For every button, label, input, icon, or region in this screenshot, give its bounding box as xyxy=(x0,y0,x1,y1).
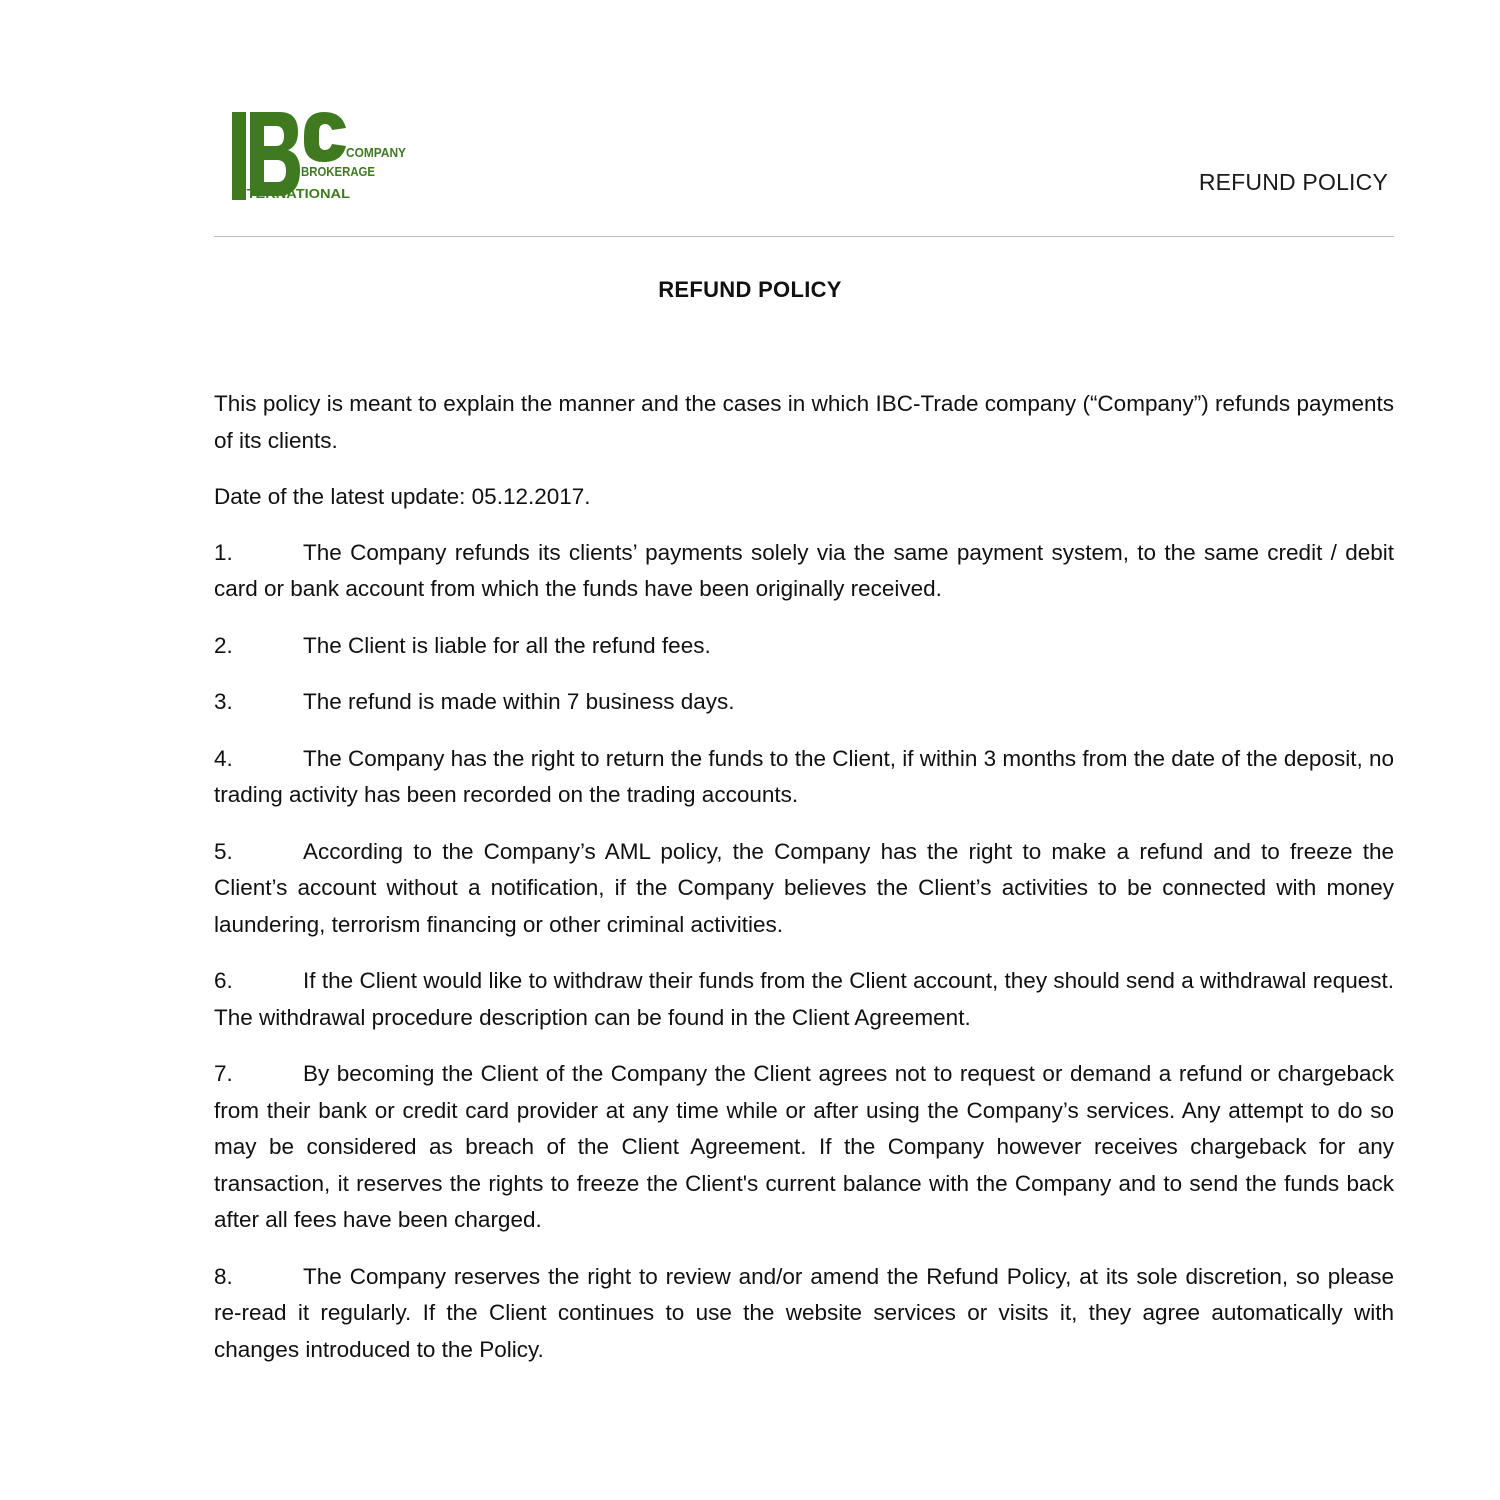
list-item xyxy=(214,834,1394,944)
list-item-number: 2. xyxy=(214,632,233,658)
logo-mark-text: IBC xyxy=(228,108,230,109)
logo-letter-b xyxy=(250,112,300,196)
list-item-number: 1. xyxy=(214,539,233,565)
logo-letter-c xyxy=(304,112,346,162)
list-item-text: According to the Company’s AML policy, the Company has the right to make a refund and to freeze the Client’s account without a notification, if the Company believes the Client’s activities to be connected with money laundering, terrorism financing or other criminal activities. xyxy=(214,838,1394,937)
list-item-text: By becoming the Client of the Company the Client agrees not to request or demand a refund or chargeback from their bank or credit card provider at any time while or after using the Company’s services. Any attempt to do so may be considered as breach of the Client Agreement. If the Company however receives chargeback for any transaction, it reserves the rights to freeze the Client's current balance with the Company and to send the funds back after all fees have been charged. xyxy=(214,1061,1394,1232)
list-item-number: 6. xyxy=(214,968,233,993)
list-item-text: The Company has the right to return the funds to the Client, if within 3 months from the date of the deposit, no trading activity has been recorded on the trading accounts. xyxy=(214,745,1394,807)
header-divider xyxy=(214,236,1394,237)
logo-line-brokerage: BROKERAGE xyxy=(301,164,376,179)
list-item-number: 4. xyxy=(214,745,233,771)
document-body xyxy=(214,386,1394,1388)
list-item-number: 8. xyxy=(214,1263,233,1289)
list-item-text: The Client is liable for all the refund fees. xyxy=(303,632,711,658)
list-item-number: 5. xyxy=(214,838,233,864)
ibc-logo-icon xyxy=(228,108,418,204)
company-logo xyxy=(228,108,418,204)
intro-paragraph: This policy is meant to explain the manner and the cases in which IBC-Trade company (“Company”) refunds payments of its clients. xyxy=(214,391,1394,453)
list-item-text: The Company reserves the right to review and/or amend the Refund Policy, at its sole discretion, so please re-read it regularly. If the Client continues to use the website services or visits it, they agree automatically with changes introduced to the Policy. xyxy=(214,1263,1394,1362)
list-item xyxy=(214,741,1394,814)
list-item xyxy=(214,684,1394,721)
header-title: REFUND POLICY xyxy=(1198,169,1388,195)
list-item-number: 3. xyxy=(214,689,233,714)
list-item-number: 7. xyxy=(214,1061,233,1086)
list-item-text: The Company refunds its clients’ payments solely via the same payment system, to the same credit / debit card or bank account from which the funds have been originally received. xyxy=(214,539,1394,601)
list-item-text: If the Client would like to withdraw their funds from the Client account, they should send a withdrawal request. The withdrawal procedure description can be found in the Client Agreement. xyxy=(214,968,1394,1030)
list-item xyxy=(214,1259,1394,1369)
logo-line-company: COMPANY xyxy=(346,145,407,160)
list-item xyxy=(214,963,1394,1036)
update-date: Date of the latest update: 05.12.2017. xyxy=(214,484,591,509)
list-item xyxy=(214,628,1394,665)
list-item-text: The refund is made within 7 business days. xyxy=(303,689,735,714)
document-title: REFUND POLICY xyxy=(658,277,842,302)
list-item xyxy=(214,535,1394,608)
logo-line-international: INTERNATIONAL xyxy=(232,186,351,201)
list-item xyxy=(214,1056,1394,1239)
